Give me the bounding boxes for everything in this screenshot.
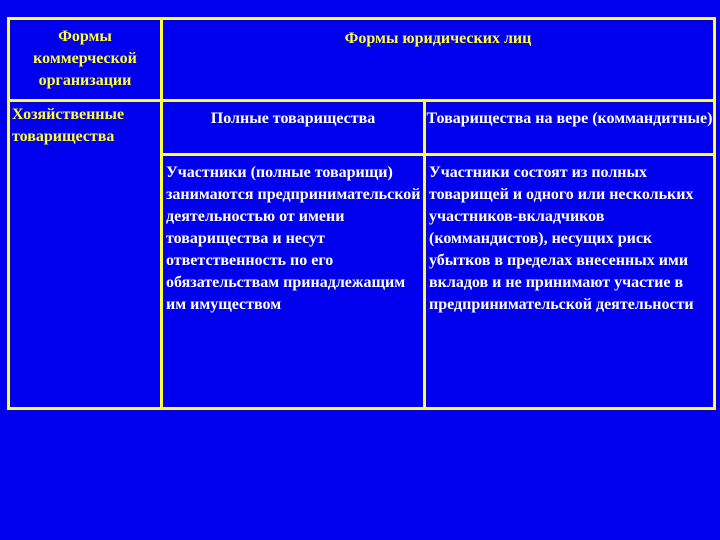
- subheader-full-text: Полные товарищества: [210, 110, 376, 127]
- subheader-limited-partnerships: [425, 101, 715, 155]
- header-row: [9, 19, 715, 101]
- header-commercial-forms-text: Формы коммерческой организации: [33, 28, 137, 89]
- row-label-business-partnerships: [9, 101, 162, 409]
- header-legal-entity-forms: [162, 19, 715, 101]
- legal-forms-table: [7, 17, 716, 410]
- description-full-text: Участники (полные товарищи) занимаются предпринимательской деятельностью от имени товарищества и несут ответственность по его обязательствам принадлежащим им имуществом: [166, 164, 421, 313]
- description-limited-partnerships: [425, 155, 715, 409]
- subheader-full-partnerships: [162, 101, 425, 155]
- header-commercial-forms: [9, 19, 162, 101]
- row-label-text: Хозяйственные товарищества: [12, 106, 125, 145]
- header-legal-entity-forms-text: Формы юридических лиц: [344, 30, 532, 47]
- subheader-row: [9, 101, 715, 155]
- subheader-limited-text: Товарищества на вере (коммандитные): [426, 110, 713, 127]
- description-full-partnerships: [162, 155, 425, 409]
- description-limited-text: Участники состоят из полных товарищей и одного или нескольких участников-вкладчиков (коммандистов), несущих риск убытков в пределах внесенных ими вкладов и не принимают участие в предпринимательской деятельности: [429, 164, 694, 313]
